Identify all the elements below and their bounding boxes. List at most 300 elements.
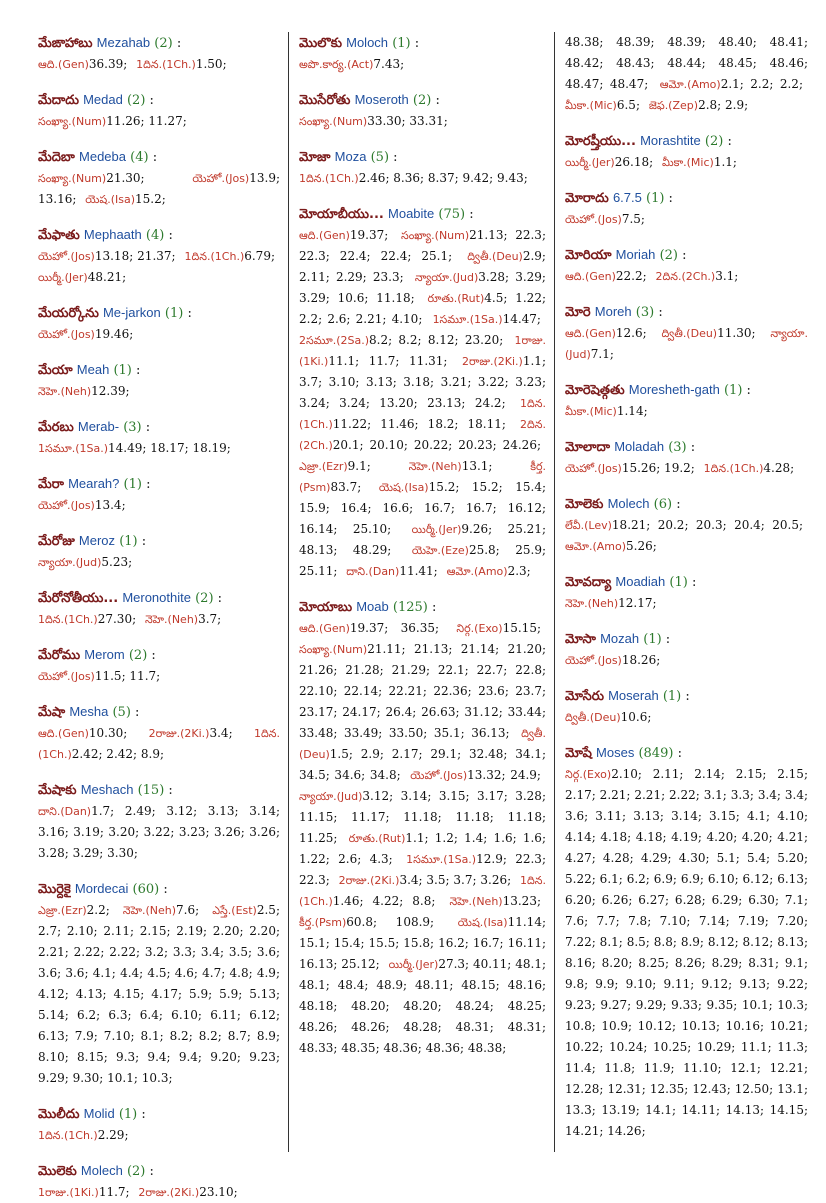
entry-heading: మోలాదా Moladah (3) : (565, 439, 696, 455)
telugu-name: మొలొకు (299, 36, 342, 51)
scripture-reference (660, 77, 803, 91)
scripture-reference (38, 726, 127, 740)
telugu-name: మేరబు (38, 420, 74, 435)
book-abbreviation: ఎస్తే.(Est) (212, 904, 257, 917)
entry-heading: మోయాబు Moab (125) : (299, 599, 437, 615)
verse-numbers: 27.30; (97, 612, 137, 626)
english-name: Molid (83, 1106, 115, 1121)
entry-heading: మోరియా Moriah (2) : (565, 247, 687, 263)
occurrence-count: (1) (392, 36, 411, 51)
scripture-reference (299, 333, 503, 347)
scripture-reference (38, 612, 136, 626)
entry-heading: మోసా Mozah (1) : (565, 631, 671, 647)
telugu-name: మోవద్యా (565, 575, 612, 590)
book-abbreviation: నెహె.(Neh) (38, 385, 92, 398)
concordance-entry (38, 530, 280, 573)
verse-numbers: 60.8; 108.9; (346, 915, 435, 929)
verse-numbers: 11.30; (717, 326, 756, 340)
concordance-entry (565, 244, 808, 287)
concordance-entry (38, 302, 280, 345)
scripture-reference (38, 903, 280, 1085)
scripture-reference (447, 564, 531, 578)
book-abbreviation: ద్వితీ.(Deu) (467, 250, 523, 263)
english-name: Moab (356, 599, 389, 614)
verse-numbers: 11.26; 11.27; (106, 114, 187, 128)
english-name: Moloch (346, 35, 389, 50)
reference-list (565, 266, 808, 287)
verse-numbers: 18.21; 20.2; 20.3; 20.4; 20.5; (611, 518, 803, 532)
english-name: Moladah (614, 439, 665, 454)
scripture-reference (565, 461, 695, 475)
scripture-reference (565, 710, 651, 724)
occurrence-count: (2) (412, 93, 432, 108)
book-abbreviation: యెహో.(Jos) (565, 462, 622, 475)
scripture-reference (185, 249, 275, 263)
english-name: Meah (76, 362, 110, 377)
scripture-reference (565, 653, 660, 667)
book-abbreviation: న్యాయా.(Jud) (38, 556, 102, 569)
column-1 (38, 32, 288, 1199)
occurrence-count: (15) (137, 783, 165, 798)
concordance-entry (565, 379, 808, 422)
occurrence-count: (60) (132, 882, 160, 897)
verse-numbers: 13.32; 24.9; (467, 768, 541, 782)
scripture-reference (565, 404, 648, 418)
occurrence-count: (2) (128, 648, 148, 663)
concordance-entry (565, 436, 808, 479)
telugu-name: మేదెబా (38, 150, 75, 165)
verse-numbers: 11.22; 11.46; 18.2; 18.11; (332, 417, 506, 431)
reference-list (38, 168, 280, 210)
scripture-reference (456, 621, 541, 635)
verse-numbers: 2.1; 2.2; 2.2; (720, 77, 803, 91)
verse-numbers: 5.23; (101, 555, 133, 569)
verse-numbers: 22.2; (615, 269, 647, 283)
english-name: Medad (83, 92, 123, 107)
scripture-reference (38, 57, 127, 71)
verse-numbers: 7.43; (373, 57, 405, 71)
scripture-reference (410, 768, 541, 782)
scripture-reference (449, 894, 541, 908)
verse-numbers: 9.1; (347, 459, 371, 473)
book-abbreviation: 1దిన.(1Ch.) (38, 727, 280, 761)
book-abbreviation: ఎజ్రా.(Ezr) (38, 904, 87, 917)
verse-numbers: 4.28; (763, 461, 795, 475)
concordance-entry (565, 32, 808, 116)
book-abbreviation: ద్వితీ.(Deu) (299, 727, 546, 761)
english-name: Moza (334, 149, 367, 164)
book-abbreviation: ఆది.(Gen) (565, 327, 616, 340)
book-abbreviation: 1దిన.(1Ch.) (299, 172, 359, 185)
verse-numbers: 3.4; 3.5; 3.7; 3.26; (399, 873, 512, 887)
entry-heading: మోరె Moreh (3) : (565, 304, 663, 320)
english-name: Molech (607, 496, 650, 511)
occurrence-count: (5) (112, 705, 131, 720)
telugu-name: మొలీదు (38, 1107, 80, 1122)
english-name: Mephaath (83, 227, 142, 242)
concordance-entry (38, 878, 280, 1089)
scripture-reference (649, 98, 748, 112)
book-abbreviation: మీకా.(Mic) (565, 99, 617, 112)
scripture-reference (38, 270, 126, 284)
concordance-entry (38, 224, 280, 288)
book-abbreviation: 2రాజు.(2Ki.) (462, 355, 523, 368)
book-abbreviation: యెహో.(Jos) (38, 499, 95, 512)
concordance-entry (565, 628, 808, 671)
book-abbreviation: యెహె.(Eze) (411, 544, 469, 557)
reference-list (565, 458, 808, 479)
entry-heading: మొలీదు Molid (1) : (38, 1106, 146, 1122)
verse-numbers: 7.6; (176, 903, 200, 917)
entry-heading: మొలొకు Moloch (1) : (299, 35, 420, 51)
scripture-reference (149, 726, 233, 740)
occurrence-count: (4) (130, 150, 149, 165)
telugu-name: మొర్దెకై (38, 882, 71, 897)
telugu-name: మోసా (565, 632, 596, 647)
occurrence-count: (1) (646, 191, 665, 206)
verse-numbers: 12.9; 22.3; 22.3; (299, 852, 546, 887)
english-name: Moses (596, 745, 635, 760)
verse-numbers: 9.26; 25.21; 48.13; 48.29; (299, 522, 546, 557)
telugu-name: మేఙాహాబు (38, 36, 93, 51)
book-abbreviation: ద్వితీ.(Deu) (661, 327, 718, 340)
concordance-entry (565, 493, 808, 557)
entry-heading: మేయా Meah (1) : (38, 362, 141, 378)
telugu-name: మేరా (38, 477, 64, 492)
book-abbreviation: యెహో.(Jos) (38, 328, 95, 341)
scripture-reference (299, 642, 546, 740)
occurrence-count: (2) (195, 591, 214, 606)
scripture-reference (299, 915, 434, 929)
verse-numbers: 2.9; 2.11; 2.29; 23.3; (299, 249, 546, 284)
scripture-reference (565, 212, 645, 226)
scripture-reference (409, 459, 493, 473)
verse-numbers: 3.28; 3.29; 3.29; 10.6; 11.18; (299, 270, 546, 305)
verse-numbers: 7.5; (621, 212, 645, 226)
entry-heading: మోలెకు Molech (6) : (565, 496, 681, 512)
book-abbreviation: 2రాజు.(2Ki.) (338, 874, 400, 887)
book-abbreviation: లేవీ.(Lev) (565, 519, 612, 532)
book-abbreviation: యెష.(Isa) (378, 481, 429, 494)
occurrence-count: (1) (164, 306, 184, 321)
concordance-entry (565, 742, 808, 1142)
english-name: Mesha (69, 704, 109, 719)
entry-heading: మోరెషెత్గతు Moresheth-gath (1) : (565, 382, 751, 398)
telugu-name: మోరెషెత్గతు (565, 383, 625, 398)
verse-numbers: 10.6; (620, 710, 652, 724)
verse-numbers: 2.8; 2.9; (698, 98, 749, 112)
verse-numbers: 26.18; (614, 155, 654, 169)
telugu-name: మొసేరోతు (299, 93, 351, 108)
reference-list (565, 707, 808, 728)
book-abbreviation: యిర్మీ.(Jer) (411, 523, 462, 536)
book-abbreviation: 1దిన.(1Ch.) (38, 613, 98, 626)
verse-numbers: 1.1; 3.7; 3.10; 3.13; 3.18; 3.21; 3.22; 3.23; 3.24; 3.24; 13.20; 23.13; 24.2; (299, 354, 546, 410)
telugu-name: మోలాదా (565, 440, 611, 455)
book-abbreviation: న్యాయా.(Jud) (565, 327, 808, 361)
telugu-name: మోరె (565, 305, 591, 320)
book-abbreviation: 2దిన.(2Ch.) (299, 418, 546, 452)
book-abbreviation: యిర్మీ.(Jer) (38, 271, 88, 284)
verse-numbers: 2.5; 2.7; 2.10; 2.11; 2.15; 2.19; 2.20; 2.20; 2.21; 2.22; 2.22; 3.2; 3.3; 3.4; 3.5; 3.6; 3.6; 3.6; 4.1; 4.4; 4.5; 4.6; 4.7; 4.8; 4.9; 4.12; 4.13; 4.15; 4.17; 5.9; 5.9; 5.13; 5.14; 6.2; 6.3; 6.4; 6.10; 6.11; 6.12; 6.13; 7.9; 7.10; 8.1; 8.2; 8.2; 8.7; 8.9; 8.10; 8.15; 9.3; 9.4; 9.4; 9.20; 9.23; 9.29; 9.30; 10.1; 10.3; (38, 903, 280, 1085)
entry-heading: మేదాదు Medad (2) : (38, 92, 154, 108)
book-abbreviation: న్యాయా.(Jud) (414, 271, 479, 284)
reference-list (565, 209, 808, 230)
book-abbreviation: ఆది.(Gen) (38, 58, 89, 71)
telugu-name: మోజా (299, 150, 331, 165)
verse-numbers: 48.38; 48.39; 48.39; 48.40; 48.41; 48.42; 48.43; 48.44; 48.45; 48.46; 48.47; 48.47; (565, 35, 808, 91)
concordance-entry (38, 1103, 280, 1146)
verse-numbers: 15.26; 19.2; (621, 461, 695, 475)
book-abbreviation: రూతు.(Rut) (348, 832, 406, 845)
entry-heading: మేరోజు Meroz (1) : (38, 533, 147, 549)
book-abbreviation: నిర్గ.(Exo) (565, 768, 612, 781)
scripture-reference (655, 269, 738, 283)
book-abbreviation: యెహో.(Jos) (565, 654, 622, 667)
verse-numbers: 8.2; 8.2; 8.12; 23.20; (369, 333, 504, 347)
occurrence-count: (4) (145, 228, 165, 243)
scripture-reference (299, 228, 388, 242)
verse-numbers: 27.3; 40.11; 48.1; 48.1; 48.4; 48.9; 48.11; 48.15; 48.16; 48.18; 48.20; 48.20; 48.24; 48.25; 48.26; 48.26; 48.28; 48.31; 48.31; 48.33; 48.35; 48.36; 48.36; 48.38; (299, 957, 546, 1055)
verse-numbers: 2.29; (97, 1128, 129, 1142)
concordance-entry (299, 32, 546, 75)
book-abbreviation: సంఖ్యా.(Num) (38, 115, 107, 128)
scripture-reference (123, 903, 199, 917)
occurrence-count: (1) (669, 575, 688, 590)
book-abbreviation: నెహె.(Neh) (408, 460, 462, 473)
telugu-name: మోలెకు (565, 497, 604, 512)
book-abbreviation: 1దిన.(1Ch.) (136, 58, 196, 71)
verse-numbers: 3.4; (209, 726, 233, 740)
occurrence-count: (2) (659, 248, 678, 263)
scripture-reference (38, 498, 126, 512)
english-name: Moabite (388, 206, 435, 221)
concordance-entry (299, 89, 546, 132)
verse-numbers: 12.39; (91, 384, 130, 398)
concordance-entry (565, 301, 808, 365)
entry-heading: మేయర్కోను Me-jarkon (1) : (38, 305, 192, 321)
occurrence-count: (3) (635, 305, 655, 320)
verse-numbers: 33.30; 33.31; (367, 114, 448, 128)
telugu-name: మోరాదు (565, 191, 609, 206)
verse-numbers: 2.10; 2.11; 2.14; 2.15; 2.15; 2.17; 2.21; 2.21; 2.22; 3.1; 3.3; 3.4; 3.4; 3.6; 3.11; 3.13; 3.14; 3.15; 4.1; 4.10; 4.14; 4.18; 4.18; 4.19; 4.20; 4.20; 4.21; 4.27; 4.28; 4.29; 4.30; 5.1; 5.4; 5.20; 5.22; 6.1; 6.2; 6.9; 6.9; 6.10; 6.12; 6.13; 6.20; 6.26; 6.27; 6.28; 6.29; 6.30; 7.1; 7.6; 7.7; 7.8; 7.10; 7.14; 7.19; 7.20; 7.22; 8.1; 8.5; 8.8; 8.9; 8.12; 8.12; 8.13; 8.16; 8.20; 8.25; 8.26; 8.29; 8.31; 9.1; 9.8; 9.9; 9.10; 9.11; 9.12; 9.13; 9.22; 9.23; 9.27; 9.29; 9.33; 9.35; 10.1; 10.3; 10.8; 10.9; 10.12; 10.13; 10.16; 10.21; 10.22; 10.24; 10.25; 10.29; 11.1; 11.3; 11.4; 11.8; 11.9; 11.10; 12.1; 12.21; 12.28; 12.31; 12.35; 12.43; 12.50; 13.1; 13.3; 13.19; 14.1; 14.11; 14.13; 14.15; 14.21; 14.26; (565, 767, 808, 1138)
concordance-entry (299, 596, 546, 1059)
concordance-entry (565, 187, 808, 230)
english-name: Medeba (79, 149, 126, 164)
verse-numbers: 36.39; (88, 57, 128, 71)
book-abbreviation: దాని.(Dan) (346, 565, 400, 578)
book-abbreviation: 2దిన.(2Ch.) (655, 270, 716, 283)
entry-heading: మేరా Mearah? (1) : (38, 476, 151, 492)
reference-list (299, 111, 546, 132)
concordance-entry (299, 146, 546, 189)
verse-numbers: 14.49; 18.17; 18.19; (108, 441, 231, 455)
entry-heading: మోవద్యా Moadiah (1) : (565, 574, 697, 590)
occurrence-count: (1) (118, 1107, 138, 1122)
scripture-reference (138, 1185, 237, 1199)
verse-numbers: 11.7; (98, 1185, 130, 1199)
book-abbreviation: మీకా.(Mic) (565, 405, 617, 418)
telugu-name: మేరోము (38, 648, 81, 663)
telugu-name: మోరష్తీయు... (565, 134, 636, 149)
reference-list (299, 168, 546, 189)
verse-numbers: 1.5; 2.9; 2.17; 29.1; 32.48; 34.1; 34.5; 34.6; 34.8; (299, 747, 546, 782)
scripture-reference (38, 555, 132, 569)
occurrence-count: (1) (119, 534, 138, 549)
book-abbreviation: ఆమో.(Amo) (565, 540, 626, 553)
book-abbreviation: అపొ.కార్య.(Act) (299, 58, 374, 71)
reference-list (38, 495, 280, 516)
verse-numbers: 11.41; (399, 564, 438, 578)
concordance-entry (38, 359, 280, 402)
english-name: Moserah (608, 688, 659, 703)
telugu-name: మేషా (38, 705, 66, 720)
book-abbreviation: ఆది.(Gen) (38, 727, 89, 740)
scripture-reference (299, 957, 546, 1055)
book-abbreviation: 1దిన.(1Ch.) (703, 462, 764, 475)
occurrence-count: (2) (126, 93, 146, 108)
book-abbreviation: 1దిన.(1Ch.) (184, 250, 245, 263)
entry-heading: మేషా Mesha (5) : (38, 704, 140, 720)
book-abbreviation: యెష.(Isa) (85, 193, 136, 206)
verse-numbers: 23.10; (199, 1185, 238, 1199)
occurrence-count: (1) (123, 477, 142, 492)
telugu-name: మోరియా (565, 248, 612, 263)
entry-heading: మేషాకు Meshach (15) : (38, 782, 173, 798)
concordance-entry (38, 779, 280, 864)
reference-list (38, 54, 280, 75)
book-abbreviation: 1దిన.(1Ch.) (299, 397, 546, 431)
verse-numbers: 25.8; 25.9; 25.11; (299, 543, 546, 578)
scripture-reference (38, 441, 231, 455)
concordance-entry (299, 203, 546, 582)
scripture-reference (38, 384, 130, 398)
book-abbreviation: నెహె.(Neh) (144, 613, 199, 626)
reference-list (38, 666, 280, 687)
verse-numbers: 19.46; (94, 327, 134, 341)
book-abbreviation: ఎజ్రా.(Ezr) (299, 460, 348, 473)
verse-numbers: 19.37; (349, 228, 389, 242)
concordance-entry (38, 587, 280, 630)
book-abbreviation: ఆది.(Gen) (299, 229, 350, 242)
book-abbreviation: సంఖ్యా.(Num) (400, 229, 470, 242)
book-abbreviation: 2రాజు.(2Ki.) (138, 1186, 200, 1199)
scripture-reference (38, 903, 110, 917)
scripture-reference (662, 155, 737, 169)
reference-list (299, 618, 546, 1059)
book-abbreviation: కీర్త.(Psm) (299, 916, 347, 929)
concordance-entry (38, 473, 280, 516)
verse-numbers: 21.11; 21.13; 21.14; 21.20; 21.26; 21.28; 21.29; 22.1; 22.7; 22.8; 22.10; 22.14; 22.21; 22.36; 23.6; 23.7; 23.17; 24.17; 26.4; 26.63; 31.12; 33.44; 33.48; 33.49; 33.50; 35.1; 36.13; (299, 642, 546, 740)
concordance-entry (38, 32, 280, 75)
occurrence-count: (5) (370, 150, 390, 165)
scripture-reference (38, 249, 176, 263)
reference-list (38, 801, 280, 864)
verse-numbers: 6.5; (616, 98, 640, 112)
concordance-entry (565, 571, 808, 614)
occurrence-count: (2) (126, 1164, 146, 1179)
scripture-reference (38, 669, 160, 683)
verse-numbers: 19.37; 36.35; (349, 621, 440, 635)
scripture-reference (136, 57, 226, 71)
book-abbreviation: 1దిన.(1Ch.) (38, 1129, 98, 1142)
telugu-name: మేదాదు (38, 93, 79, 108)
book-abbreviation: ద్వితీ.(Deu) (565, 711, 621, 724)
entry-heading: మేరోనోతీయు... Meronothite (2) : (38, 590, 223, 606)
verse-numbers: 5.26; (626, 539, 657, 553)
occurrence-count: (2) (704, 134, 724, 149)
english-name: Mearah? (68, 476, 120, 491)
verse-numbers: 14.47; (502, 312, 541, 326)
english-name: Meroz (78, 533, 116, 548)
reference-list (38, 552, 280, 573)
verse-numbers: 15.2; 15.2; 15.4; 15.9; 16.4; 16.6; 16.7; 16.7; 16.12; 16.14; 25.10; (299, 480, 546, 536)
verse-numbers: 15.15; (502, 621, 541, 635)
reference-list (38, 111, 280, 132)
telugu-name: మేఫాతు (38, 228, 80, 243)
book-abbreviation: 1సమూ.(1Sa.) (432, 313, 503, 326)
verse-numbers: 13.4; (94, 498, 126, 512)
scripture-reference (85, 192, 166, 206)
reference-list (565, 764, 808, 1142)
verse-numbers: 1.14; (616, 404, 648, 418)
english-name: 6.7.5 (612, 190, 642, 205)
book-abbreviation: సంఖ్యా.(Num) (299, 115, 368, 128)
concordance-entry (38, 701, 280, 765)
telugu-name: మేరోనోతీయు... (38, 591, 119, 606)
concordance-entry (38, 89, 280, 132)
verse-numbers: 15.2; (135, 192, 166, 206)
telugu-name: మోషే (565, 746, 592, 761)
english-name: Me-jarkon (102, 305, 161, 320)
english-name: Molech (80, 1163, 123, 1178)
book-abbreviation: యెహో.(Jos) (410, 769, 468, 782)
verse-numbers: 12.6; (615, 326, 647, 340)
reference-list (38, 246, 280, 288)
entry-heading: మొసేరోతు Moseroth (2) : (299, 92, 440, 108)
reference-list (299, 54, 546, 75)
verse-numbers: 7.1; (590, 347, 614, 361)
english-name: Meronothite (122, 590, 191, 605)
book-abbreviation: 1రాజు.(1Ki.) (299, 334, 546, 368)
scripture-reference (339, 873, 512, 887)
verse-numbers: 3.1; (715, 269, 739, 283)
telugu-name: మేరోజు (38, 534, 75, 549)
verse-numbers: 12.17; (618, 596, 657, 610)
book-abbreviation: యెహో.(Jos) (565, 213, 622, 226)
reference-list (38, 381, 280, 402)
verse-numbers: 6.79; (244, 249, 275, 263)
occurrence-count: (1) (723, 383, 743, 398)
verse-numbers: 11.1; 11.7; 11.31; (328, 354, 448, 368)
occurrence-count: (3) (668, 440, 687, 455)
book-abbreviation: 2సమూ.(2Sa.) (299, 334, 370, 347)
verse-numbers: 11.5; 11.7; (94, 669, 161, 683)
scripture-reference (704, 461, 794, 475)
occurrence-count: (75) (438, 207, 466, 222)
verse-numbers: 13.18; 21.37; (94, 249, 176, 263)
reference-list (299, 225, 546, 582)
reference-list (565, 152, 808, 173)
verse-numbers: 2.3; (507, 564, 531, 578)
entry-heading: మేరబు Merab- (3) : (38, 419, 151, 435)
concordance-entry (38, 644, 280, 687)
telugu-name: మేయర్కోను (38, 306, 99, 321)
reference-list (38, 438, 280, 459)
telugu-name: మోయాబీయు... (299, 207, 384, 222)
verse-numbers: 2.42; 2.42; 8.9; (71, 747, 165, 761)
scripture-reference (346, 564, 438, 578)
